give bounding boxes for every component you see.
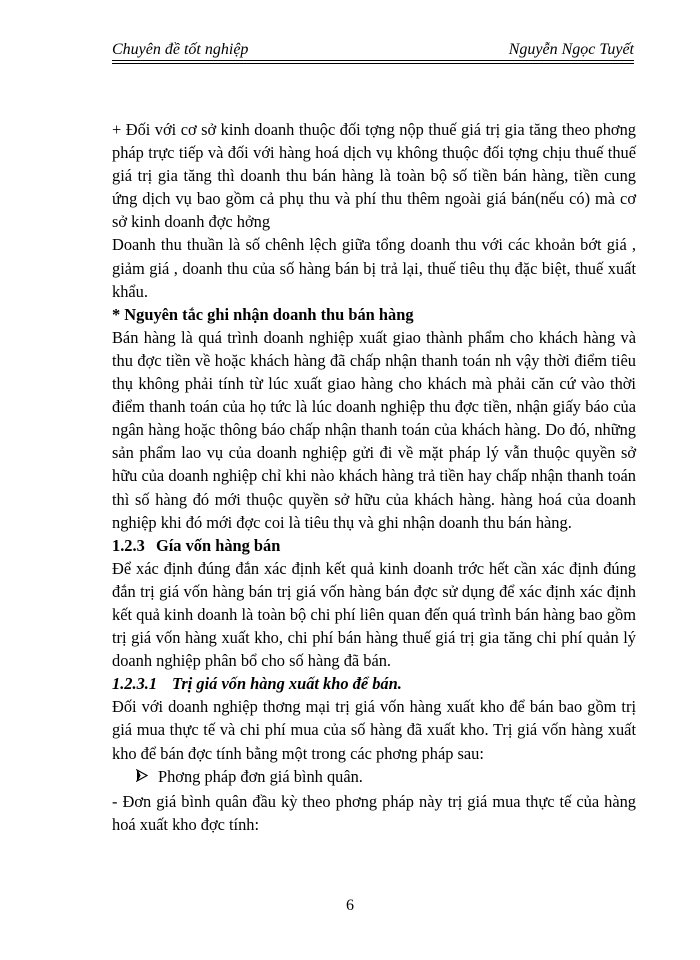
arrow-bullet-icon bbox=[136, 767, 158, 790]
heading-export-cost bbox=[112, 672, 636, 695]
header-rule-double bbox=[112, 63, 634, 64]
paragraph-cost-definition: Để xác định đúng đắn xác định kết quả kinh doanh trớc hết cần xác định đúng đắn trị giá vốn hàng bán trị giá vốn hàng bán đợc sử dụng để xác định xác định kết quả kinh doanh là toàn bộ chi phí liên quan đến quá trình bán hàng bao gồm trị giá vốn hàng xuất kho, chi phí bán hàng thuế giá trị gia tăng chi phí quản lý doanh nghiệp phân bổ cho số hàng đã bán. bbox=[112, 558, 636, 671]
paragraph-trade-enterprise: Đối với doanh nghiệp thơng mại trị giá vốn hàng xuất kho để bán bao gồm trị giá mua thực tế và chi phí mua của số hàng đã xuất kho. Trị giá vốn hàng xuất kho để bán đợc tính bằng một trong các phơng pháp sau: bbox=[112, 697, 636, 763]
header-title: Chuyên đề tốt nghiệp bbox=[112, 41, 249, 58]
bullet-text: Phơng pháp đơn giá bình quân. bbox=[158, 766, 363, 786]
page-number: 6 bbox=[346, 897, 354, 914]
subsection-number: 1.2.3.1 bbox=[112, 674, 158, 694]
header-rule bbox=[112, 60, 634, 61]
bullet-average-price bbox=[112, 765, 636, 790]
heading-revenue-recognition: * Nguyên tắc ghi nhận doanh thu bán hàng bbox=[112, 304, 414, 324]
page-header bbox=[112, 40, 634, 60]
subsection-title: Trị giá vốn hàng xuất kho để bán. bbox=[172, 674, 402, 694]
paragraph-vat-direct: + Đối với cơ sở kinh doanh thuộc đối tợng nộp thuế giá trị gia tăng theo phơng pháp trực tiếp và đối với hàng hoá dịch vụ không thuộc đối tợng chịu thuế thuế giá trị gia tăng thì doanh thu bán hàng là toàn bộ số tiền bán hàng, tiền cung ứng dịch vụ bao gồm cả phụ thu và phí thu thêm ngoài giá bán(nếu có) mà cơ sở kinh doanh đợc hởng bbox=[112, 120, 636, 232]
arrow-bullet-icon-svg bbox=[136, 769, 148, 782]
paragraph-opening-average: - Đơn giá bình quân đầu kỳ theo phơng pháp này trị giá mua thực tế của hàng hoá xuất kho đợc tính: bbox=[112, 791, 636, 834]
heading-cost-of-goods bbox=[112, 534, 636, 557]
paragraph-net-revenue: Doanh thu thuần là số chênh lệch giữa tổng doanh thu với các khoản bớt giá , giảm giá , doanh thu của số hàng bán bị trả lại, thuế tiêu thụ đặc biệt, thuế xuất khẩu. bbox=[112, 235, 636, 301]
section-number: 1.2.3 bbox=[112, 535, 145, 555]
header-author: Nguyễn Ngọc Tuyết bbox=[508, 41, 634, 58]
section-title: Gía vốn hàng bán bbox=[156, 535, 281, 555]
paragraph-sales-process: Bán hàng là quá trình doanh nghiệp xuất giao thành phẩm cho khách hàng và thu đợc tiền về hoặc khách hàng đã chấp nhận thanh toán nh vậy thời điểm tiêu thụ không phải tính từ lúc xuất giao hàng cho khách mà phải căn cứ vào thời điểm thanh toán của họ tức là lúc doanh nghiệp thu đợc tiền, nhận giấy báo của ngân hàng hoặc thông báo chấp nhận thanh toán của khách hàng. Do đó, những sản phẩm lao vụ của doanh nghiệp gửi đi về mặt pháp lý vẫn thuộc quyền sở hữu của doanh nghiệp chỉ khi nào khách hàng trả tiền hay chấp nhận thanh toán thì số hàng đó mới thuộc quyền sở hữu của khách hàng. hàng hoá của doanh nghiệp khi đó mới đợc coi là tiêu thụ và ghi nhận doanh thu bán hàng. bbox=[112, 327, 636, 532]
body-text bbox=[112, 118, 636, 836]
